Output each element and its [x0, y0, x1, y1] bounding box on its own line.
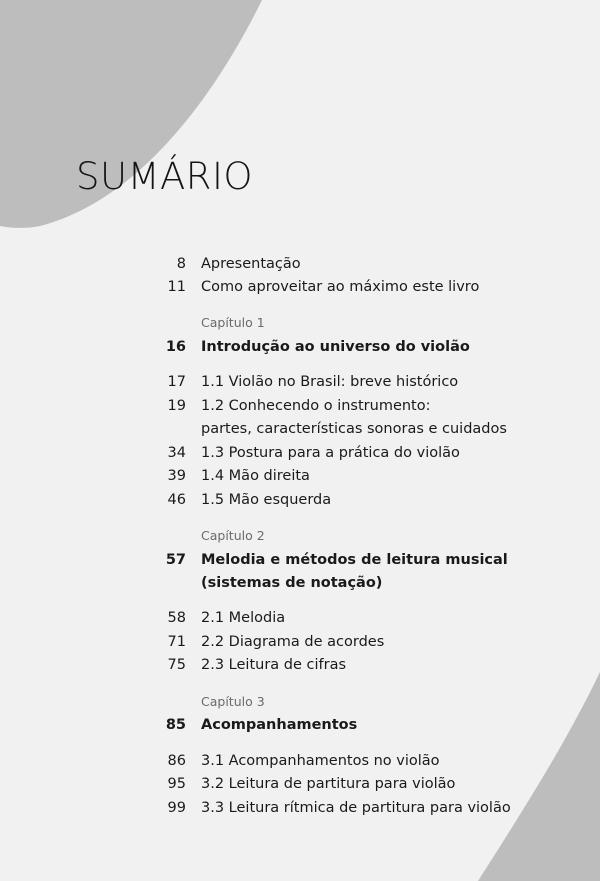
- chapter-label: Capítulo 1: [201, 315, 265, 330]
- toc-chapter-title: Acompanhamentos: [201, 717, 358, 733]
- toc-chapter-title: Introdução ao universo do violão: [201, 339, 470, 355]
- toc-chapter-entry[interactable]: [0, 549, 600, 571]
- toc-entry[interactable]: [0, 773, 600, 795]
- toc-entry[interactable]: [0, 750, 600, 772]
- toc-entry[interactable]: [0, 654, 600, 676]
- toc-entry-title: Apresentação: [201, 256, 301, 272]
- toc-entry[interactable]: [0, 442, 600, 464]
- toc-entry[interactable]: [0, 371, 600, 393]
- toc-entry-title: 1.5 Mão esquerda: [201, 492, 332, 508]
- toc-entry-title: 3.2 Leitura de partitura para violão: [201, 776, 456, 792]
- toc-entry[interactable]: [0, 489, 600, 511]
- toc-entry-title: 1.4 Mão direita: [201, 468, 310, 484]
- toc-entry-title: Como aproveitar ao máximo este livro: [201, 279, 480, 295]
- toc-page-number: 11: [167, 279, 186, 295]
- toc-entry-title: 1.2 Conhecendo o instrumento:: [201, 398, 431, 414]
- toc-entry-title: 2.2 Diagrama de acordes: [201, 634, 385, 650]
- toc-page-number: 71: [167, 634, 186, 650]
- toc-page-number: 34: [167, 445, 186, 461]
- toc-page-number: 8: [176, 256, 186, 272]
- toc-entry[interactable]: [0, 465, 600, 487]
- toc-entry-title: 3.1 Acompanhamentos no violão: [201, 753, 440, 769]
- toc-entry[interactable]: [0, 253, 600, 275]
- toc-chapter-entry[interactable]: [0, 336, 600, 358]
- toc-entry[interactable]: [0, 631, 600, 653]
- toc-entry-title: 1.3 Postura para a prática do violão: [201, 445, 460, 461]
- toc-entry-title: 2.1 Melodia: [201, 610, 286, 626]
- toc-page-number: 46: [167, 492, 186, 508]
- toc-entry-continuation[interactable]: [0, 418, 600, 440]
- toc-chapter-title: (sistemas de notação): [201, 575, 383, 591]
- toc-page-number: 95: [167, 776, 186, 792]
- toc-entry[interactable]: [0, 607, 600, 629]
- toc-entry-title: 1.1 Violão no Brasil: breve histórico: [201, 374, 459, 390]
- toc-page-number: 19: [167, 398, 186, 414]
- toc-page-number: 75: [167, 657, 186, 673]
- toc-page-number: 85: [165, 717, 186, 733]
- toc-page-number: 57: [165, 552, 186, 568]
- toc-entry[interactable]: [0, 395, 600, 417]
- toc-chapter-entry[interactable]: [0, 714, 600, 736]
- toc-page-number: 86: [167, 753, 186, 769]
- chapter-label: Capítulo 3: [201, 694, 265, 709]
- chapter-label: Capítulo 2: [201, 528, 265, 543]
- toc-entry[interactable]: [0, 276, 600, 298]
- toc-page-number: 99: [167, 800, 186, 816]
- page-title: SUMÁRIO: [76, 155, 254, 198]
- toc-entry[interactable]: [0, 797, 600, 819]
- toc-page-number: 17: [167, 374, 186, 390]
- toc-page-number: 58: [167, 610, 186, 626]
- toc-entry-title: 2.3 Leitura de cifras: [201, 657, 347, 673]
- toc-entry-title: 3.3 Leitura rítmica de partitura para violão: [201, 800, 511, 816]
- toc-page-number: 39: [167, 468, 186, 484]
- toc-page-number: 16: [165, 339, 186, 355]
- toc-entry-title: partes, características sonoras e cuidados: [201, 421, 507, 437]
- toc-chapter-entry-continuation[interactable]: [0, 572, 600, 594]
- toc-chapter-title: Melodia e métodos de leitura musical: [201, 552, 508, 568]
